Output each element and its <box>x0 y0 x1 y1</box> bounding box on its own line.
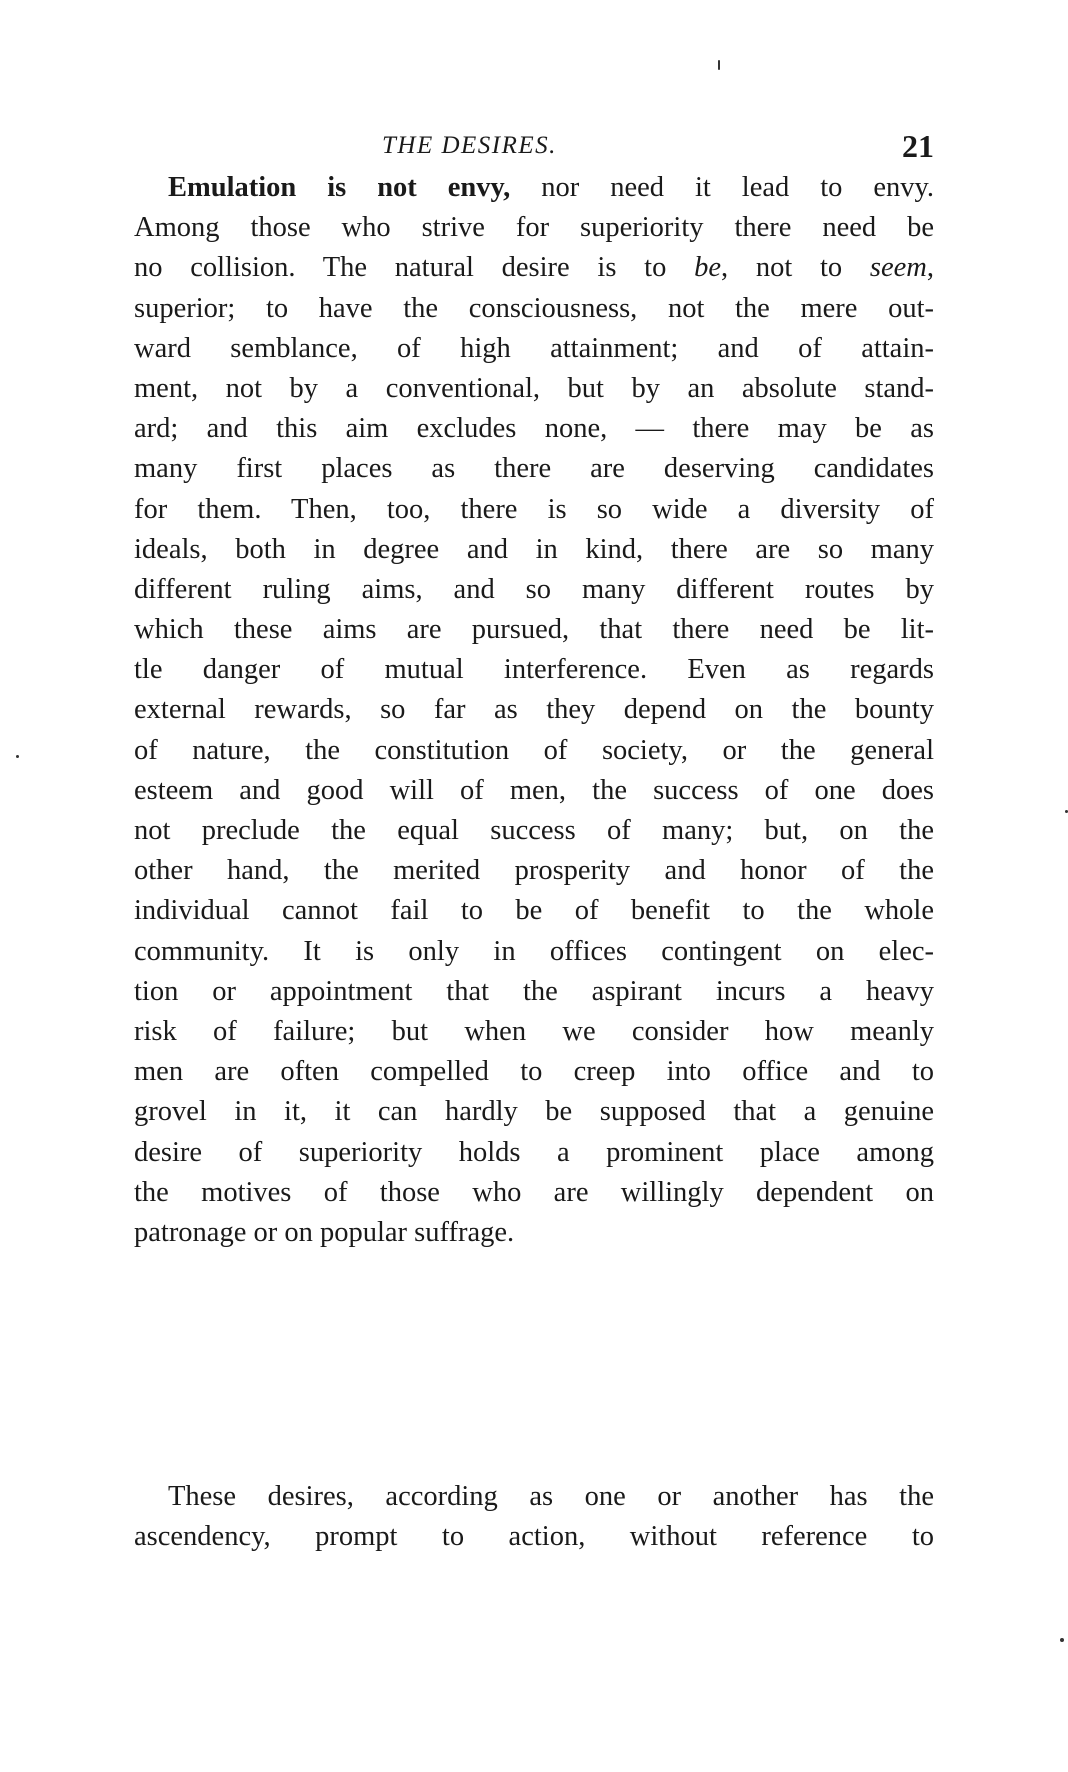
text-line: superior; to have the consciousness, not the mere out- <box>134 292 934 324</box>
text-line: Among those who strive for superiority there need be <box>134 212 934 244</box>
text-line: These desires, according as one or another has the <box>168 1481 934 1512</box>
text-line: for them. Then, too, there is so wide a diversity of <box>134 493 934 525</box>
text-line: grovel in it, it can hardly be supposed that a genuine <box>134 1096 934 1128</box>
page-number: 21 <box>902 128 934 164</box>
scan-mark <box>16 755 19 758</box>
text-line: the motives of those who are willingly dependent on <box>134 1176 934 1208</box>
text-line: ward semblance, of high attainment; and of attain- <box>134 332 934 364</box>
text-line: tion or appointment that the aspirant incurs a heavy <box>134 975 934 1007</box>
text-line: no collision. The natural desire is to be, not to seem, <box>134 252 935 284</box>
text-line: individual cannot fail to be of benefit to the whole <box>134 895 934 927</box>
text-line: other hand, the merited prosperity and honor of the <box>134 855 934 887</box>
text-line: ideals, both in degree and in kind, there are so many <box>134 533 934 565</box>
text-line: desire of superiority holds a prominent place among <box>134 1136 934 1168</box>
text-line: different ruling aims, and so many different routes by <box>134 573 934 605</box>
text-line: ment, not by a conventional, but by an absolute stand- <box>134 372 934 404</box>
text-line: men are often compelled to creep into office and to <box>134 1056 934 1088</box>
text-line: external rewards, so far as they depend on the bounty <box>134 694 934 726</box>
scan-mark <box>718 60 720 70</box>
text-line: many first places as there are deserving candidates <box>134 453 934 485</box>
text-line: Emulation is not envy, nor need it lead to envy. <box>168 172 934 203</box>
text-line: patronage or on popular suffrage. <box>134 1216 515 1248</box>
italic-word: seem <box>869 252 927 284</box>
text-line: community. It is only in offices contingent on elec- <box>134 935 934 967</box>
text-line: ard; and this aim excludes none, — there may be as <box>134 413 934 445</box>
text-line: of nature, the constitution of society, or the general <box>134 734 934 766</box>
scan-mark <box>1060 1638 1064 1642</box>
text-line: which these aims are pursued, that there need be lit- <box>134 614 934 646</box>
text-line: tle danger of mutual interference. Even as regards <box>134 654 934 686</box>
text-line: ascendency, prompt to action, without reference to <box>134 1521 934 1553</box>
bold-phrase: Emulation is not envy, <box>168 172 511 203</box>
paragraph-1 <box>134 168 934 1253</box>
running-head: THE DESIRES. <box>382 132 557 159</box>
italic-word: be <box>694 252 721 284</box>
text-line: esteem and good will of men, the success of one does <box>134 774 934 806</box>
text-line: risk of failure; but when we consider how meanly <box>134 1015 934 1047</box>
paragraph-2 <box>134 1477 934 1557</box>
text-line: not preclude the equal success of many; but, on the <box>134 815 934 846</box>
